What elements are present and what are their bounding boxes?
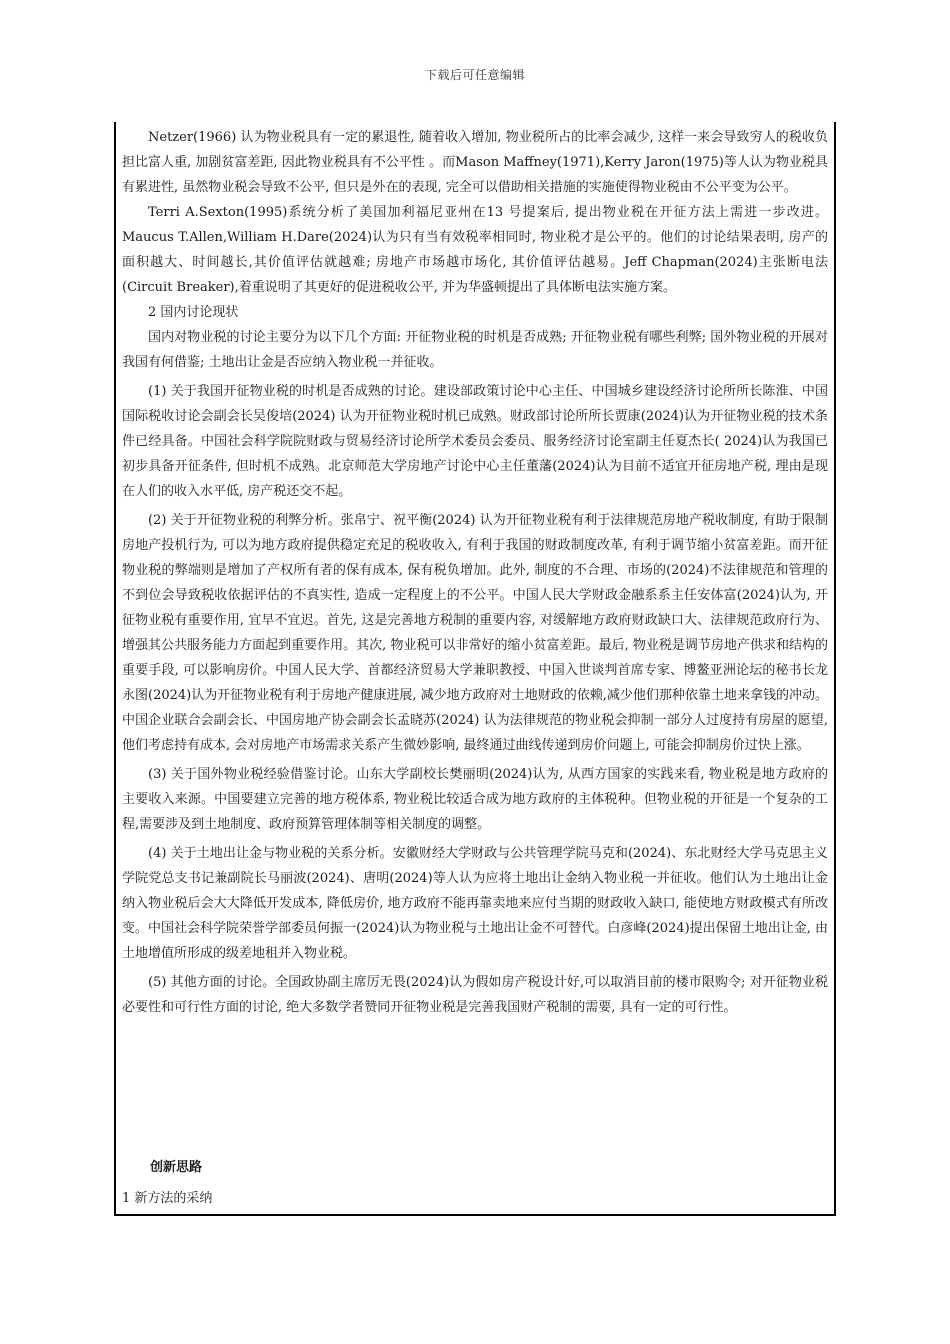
innovation-item-1: 1 新方法的采纳 — [122, 1191, 213, 1206]
paragraph-domestic-intro: 国内对物业税的讨论主要分为以下几个方面: 开征物业税的时机是否成熟; 开征物业税有哪些利弊; 国外物业税的开展对我国有何借鉴; 土地出让金是否应纳入物业税一并征收。 — [122, 330, 828, 370]
paragraph-foreign-1: Netzer(1966) 认为物业税具有一定的累退性, 随着收入增加, 物业税所占的比率会减少, 这样一来会导致穷人的税收负担比富人重, 加剧贫富差距, 因此物业税具有不公平性 。而Mason Maffney(1971),Kerry Jaron(1975)等人认为物业税具有累进性, 虽然物业税会导致不公平, 但只是外在的表现, 完全可以借助相关措施的实施使得物业税由不公平变为公平。 — [122, 130, 828, 195]
paragraph-foreign-2: Terri A.Sexton(1995)系统分析了美国加利福尼亚州在13 号提案后, 提出物业税在开征方法上需进一步改进。Maucus T.Allen,William H.Dare(2024)认为只有当有效税率相同时, 物业税才是公平的。他们的讨论结果表明, 房产的面积越大、时间越长,其价值评估就越难; 房地产市场越市场化, 其价值评估越易。Jeff Chapman(2024)主张断电法(Circuit Breaker),着重说明了其更好的促进税收公平, 并为华盛顿提出了具体断电法实施方案。 — [122, 205, 828, 295]
paragraph-item-5: (5) 其他方面的讨论。全国政协副主席厉无畏(2024)认为假如房产税设计好,可以取消目前的楼市限购令; 对开征物业税必要性和可行性方面的讨论, 绝大多数学者赞同开征物业税是完善我国财产税制的需要, 具有一定的可行性。 — [122, 975, 828, 1015]
paragraph-item-2: (2) 关于开征物业税的利弊分析。张帛宁、祝平衡(2024) 认为开征物业税有利于法律规范房地产税收制度, 有助于限制房地产投机行为, 可以为地方政府提供稳定充足的税收收入, 有利于我国的财政制度改革, 有利于调节缩小贫富差距。而开征物业税的弊端则是增加了产权所有者的保有成本, 保有税负增加。此外, 制度的不合理、市场的(2024)不法律规范和管理的不到位会导致税收依据评估的不真实性, 造成一定程度上的不公平。中国人民大学财政金融系系主任安体富(2024)认为, 开征物业税有重要作用, 宜早不宜迟。首先, 这是完善地方税制的重要内容, 对缓解地方政府财政缺口大、法律规范政府行为、增强其公共服务能力方面起到重要作用。其次, 物业税可以非常好的缩小贫富差距。最后, 物业税是调节房地产供求和结构的重要手段, 可以影响房价。中国人民大学、首都经济贸易大学兼职教授、中国入世谈判首席专家、博鳌亚洲论坛的秘书长龙永图(2024)认为开征物业税有利于房地产健康进展, 减少地方政府对土地财政的依赖,减少他们那种依靠土地来拿钱的冲动。中国企业联合会副会长、中国房地产协会副会长孟晓苏(2024) 认为法律规范的物业税会抑制一部分人过度持有房屋的愿望, 他们考虑持有成本, 会对房地产市场需求关系产生微妙影响, 最终通过曲线传递到房价问题上, 可能会抑制房价过快上涨。 — [122, 513, 828, 753]
section-heading-domestic: 2 国内讨论现状 — [148, 305, 239, 320]
page-header: 下载后可任意编辑 — [424, 68, 525, 82]
paragraph-item-1: (1) 关于我国开征物业税的时机是否成熟的讨论。建设部政策讨论中心主任、中国城乡建设经济讨论所所长陈淮、中国国际税收讨论会副会长吴俊培(2024) 认为开征物业税时机已成熟。财政部讨论所所长贾康(2024)认为开征物业税的技术条件已经具备。中国社会科学院院财政与贸易经济讨论所学术委员会委员、服务经济讨论室副主任夏杰长( 2024)认为我国已初步具备开征条件, 但时机不成熟。北京师范大学房地产讨论中心主任董藩(2024)认为目前不适宜开征房地产税, 理由是现在人们的收入水平低, 房产税还交不起。 — [122, 384, 828, 499]
paragraph-item-3: (3) 关于国外物业税经验借鉴讨论。山东大学副校长樊丽明(2024)认为, 从西方国家的实践来看, 物业税是地方政府的主要收入来源。中国要建立完善的地方税体系, 物业税比较适合成为地方政府的主体税种。但物业税的开征是一个复杂的工程,需要涉及到土地制度、政府预算管理体制等相关制度的调整。 — [122, 767, 828, 832]
innovation-heading: 创新思路 — [150, 1160, 203, 1175]
paragraph-item-4: (4) 关于土地出让金与物业税的关系分析。安徽财经大学财政与公共管理学院马克和(2024)、东北财经大学马克思主义学院党总支书记兼副院长马丽波(2024)、唐明(2024)等人认为应将土地出让金纳入物业税一并征收。他们认为土地出让金纳入物业税后会大大降低开发成本, 降低房价, 地方政府不能再靠卖地来应付当期的财政收入缺口, 能使地方财政模式有所改变。中国社会科学院荣誉学部委员何振一(2024)认为物业税与土地出让金不可替代。白彦峰(2024)提出保留土地出让金, 由土地增值所形成的级差地租并入物业税。 — [122, 846, 828, 961]
document-body — [122, 125, 828, 1020]
